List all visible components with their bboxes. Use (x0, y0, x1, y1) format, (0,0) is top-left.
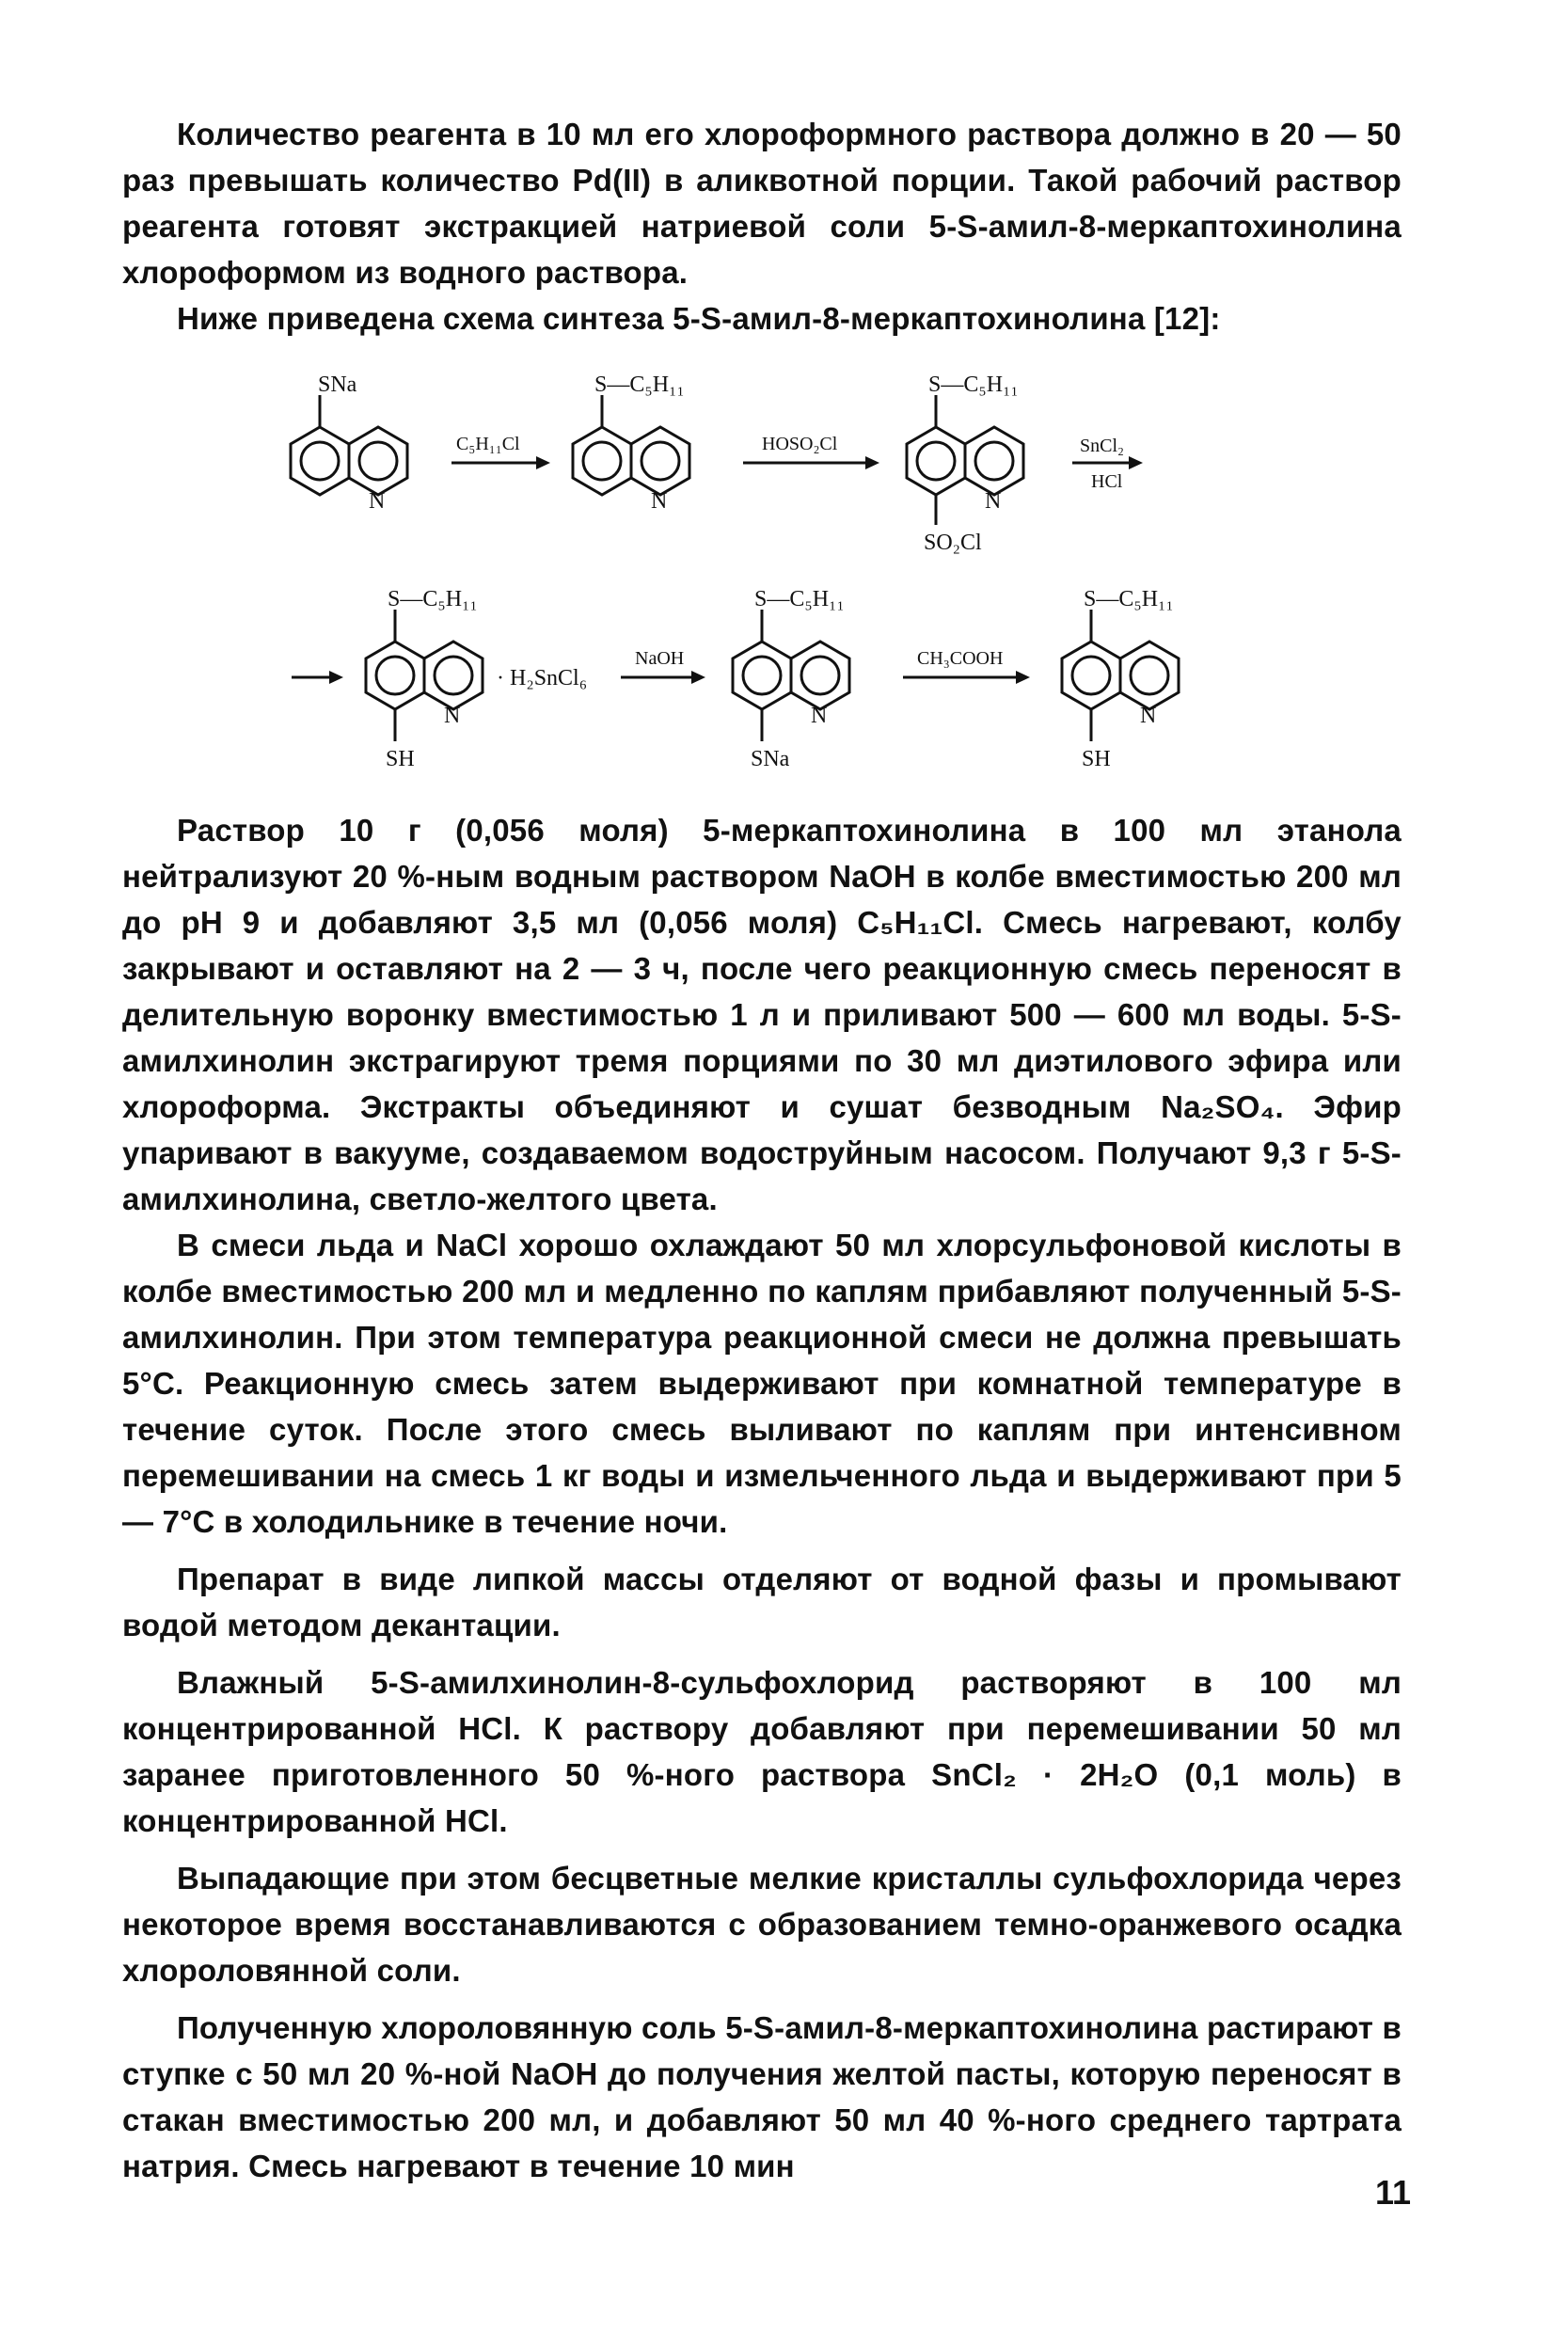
m3-bottom-label: SO₂Cl (924, 531, 982, 555)
m1-top-label: SNa (318, 373, 357, 397)
molecule-sulfonyl-chloride (907, 373, 1023, 555)
arrow-5 (903, 648, 1030, 684)
scheme-row-1-svg (263, 357, 1298, 574)
arrow-1 (451, 434, 550, 469)
arrow-lead (292, 671, 343, 684)
molecule-final-product (1062, 587, 1179, 771)
molecule-tin-salt (366, 587, 587, 771)
arrow-2 (743, 434, 879, 469)
paragraph-chlorosulfonation: В смеси льда и NaCl хорошо охлаждают 50 мл хлорсульфоновой кислоты в колбе вместимостью 200 мл и медленно по каплям прибавляют полученный 5-S-амилхинолин. При этом температура реакционной смеси не должна превышать 5°C. Реакционную смесь затем выдерживают при комнатной температуре в течение суток. После этого смесь выливают по каплям при интенсивном перемешивании на смесь 1 кг воды и измельченного льда и выдерживают при 5 — 7°C в холодильнике в течение ночи. (122, 1228, 1402, 1539)
m5-n-label: N (811, 704, 828, 728)
molecule-sodium-thiolate (733, 587, 849, 771)
arrow-3-reagent-top: SnCl₂ (1080, 436, 1124, 456)
arrow-3-reagent-bottom: HCl (1091, 471, 1123, 492)
m4-salt-label: · H₂SnCl₆ (497, 666, 588, 690)
m5-top-label: S—C₅H₁₁ (754, 587, 845, 611)
m3-top-label: S—C₅H₁₁ (928, 373, 1019, 397)
m1-n-label: N (369, 489, 386, 514)
arrow-2-reagent: HOSO₂Cl (762, 434, 838, 454)
intro-text (122, 111, 1402, 341)
m5-bottom-label: SNa (751, 747, 790, 771)
arrow-4-reagent: NaOH (635, 648, 685, 669)
intro-paragraph-2: Ниже приведена схема синтеза 5-S-амил-8-меркаптохинолина [12]: (177, 301, 1221, 336)
arrow-4 (621, 648, 705, 684)
m4-bottom-label: SH (386, 747, 415, 771)
m4-n-label: N (444, 704, 461, 728)
paragraph-crystals: Выпадающие при этом бесцветные мелкие кристаллы сульфохлорида через некоторое время восстанавливаются с образованием темно-оранжевого осадка хлороловянной соли. (122, 1861, 1402, 1988)
intro-paragraph-1: Количество реагента в 10 мл его хлороформного раствора должно в 20 — 50 раз превышать количество Pd(II) в аликвотной порции. Такой рабочий раствор реагента готовят экстракцией натриевой соли 5-S-амил-8-меркаптохинолина хлороформом из водного раствора. (122, 117, 1402, 290)
molecule-amylthioquinoline (573, 373, 689, 514)
m3-n-label: N (985, 489, 1002, 514)
m2-n-label: N (651, 489, 668, 514)
page-number: 11 (1374, 2173, 1411, 2212)
arrow-5-reagent: CH₃COOH (917, 648, 1004, 669)
paragraph-tin-salt: Полученную хлороловянную соль 5-S-амил-8-меркаптохинолина растирают в ступке с 50 мл 20 %-ной NaOH до получения желтой пасты, которую переносят в стакан вместимостью 200 мл, и добавляют 50 мл 40 %-ного среднего тартрата натрия. Смесь нагревают в течение 10 мин (122, 2010, 1402, 2183)
paragraph-decantation: Препарат в виде липкой массы отделяют от водной фазы и промывают водой методом декантации. (122, 1562, 1402, 1642)
arrow-3 (1072, 436, 1143, 492)
m6-n-label: N (1140, 704, 1157, 728)
m6-top-label: S—C₅H₁₁ (1084, 587, 1174, 611)
reaction-scheme-row-1 (263, 357, 1298, 574)
scheme-row-2-svg (263, 581, 1298, 788)
paragraph-dissolution: Влажный 5-S-амилхинолин-8-сульфохлорид растворяют в 100 мл концентрированной HCl. К раствору добавляют при перемешивании 50 мл заранее приготовленного 50 %-ного раствора SnCl₂ · 2H₂O (0,1 моль) в концентрированной HCl. (122, 1665, 1402, 1838)
reaction-scheme-row-2 (263, 581, 1298, 788)
m6-bottom-label: SH (1082, 747, 1111, 771)
molecule-sodium-mercaptoquinoline (291, 373, 407, 514)
m2-top-label: S—C₅H₁₁ (594, 373, 685, 397)
procedure-text (122, 807, 1402, 2189)
arrow-1-reagent: C₅H₁₁Cl (456, 434, 520, 454)
paragraph-neutralization: Раствор 10 г (0,056 моля) 5-меркаптохинолина в 100 мл этанола нейтрализуют 20 %-ным водным раствором NaOH в колбе вместимостью 200 мл до pH 9 и добавляют 3,5 мл (0,056 моля) C₅H₁₁Cl. Смесь нагревают, колбу закрывают и оставляют на 2 — 3 ч, после чего реакционную смесь переносят в делительную воронку вместимостью 1 л и приливают 500 — 600 мл воды. 5-S-амилхинолин экстрагируют тремя порциями по 30 мл диэтилового эфира или хлороформа. Экстракты объединяют и сушат безводным Na₂SO₄. Эфир упаривают в вакууме, создаваемом водоструйным насосом. Получают 9,3 г 5-S-амилхинолина, светло-желтого цвета. (122, 813, 1402, 1216)
m4-top-label: S—C₅H₁₁ (388, 587, 478, 611)
